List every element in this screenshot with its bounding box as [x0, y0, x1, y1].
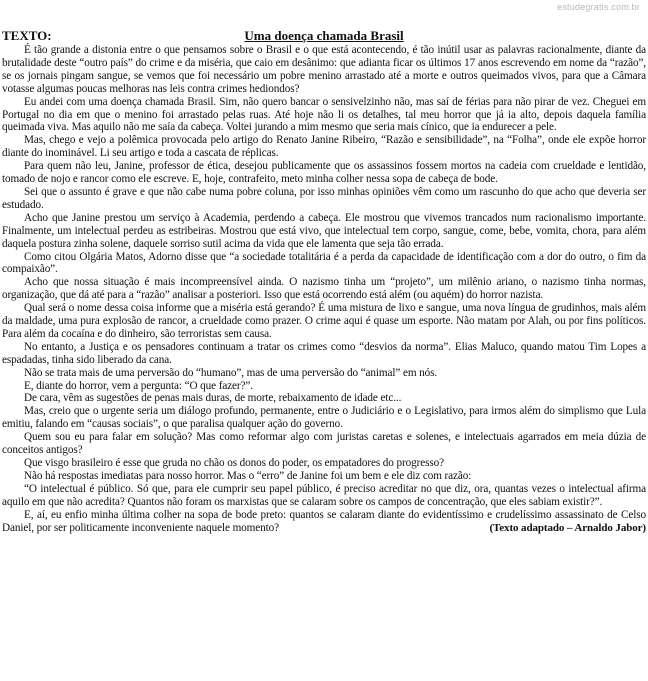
- paragraph: Quem sou eu para falar em solução? Mas como reformar algo com juristas caretas e solenes, e intelectuais agarrados em meia dúzia de conceitos antigos?: [2, 431, 646, 457]
- document-header: [2, 28, 646, 44]
- paragraph: Como citou Olgária Matos, Adorno disse que “a sociedade totalitária é a perda da capacidade de identificação com a dor do outro, o fim da compaixão”.: [2, 250, 646, 276]
- document-page: [2, 0, 646, 681]
- paragraph: De cara, vêm as sugestões de penas mais duras, de morte, rebaixamento de idade etc...: [24, 392, 402, 405]
- site-watermark: estudegratis.com.br: [557, 2, 640, 12]
- paragraph: Para quem não leu, Janine, professor de ética, desejou publicamente que os assassinos fossem mortos na cadeia com crueldade e lentidão, tomado de nojo e rancor como ele escreve. E, hoje, contrafeito, meto minha colher nessa sopa de cabeça de bode.: [2, 160, 646, 186]
- paragraph: É tão grande a distonia entre o que pensamos sobre o Brasil e o que está acontecendo, é tão inútil usar as palavras racionalmente, diante da brutalidade deste “outro país” do crime e da miséria, que caio em desânimo: que adianta ficar os últimos 17 anos escrevendo em nome da “razão”, se os jornais pingam sangue, se vemos que foi necessário um pobre menino arrastado até a morte e outros queimados vivos, para que a Câmara votasse algumas poucas melhoras nas leis contra crimes hediondos?: [2, 44, 646, 95]
- text-title: Uma doença chamada Brasil: [244, 28, 404, 43]
- paragraph: Acho que Janine prestou um serviço à Academia, perdendo a cabeça. Ele mostrou que vivemos trancados num racionalismo importante. Finalmente, um intelectual perdeu as estribeiras. Mostrou que está vivo, que intelectual tem corpo, sangue, come, bebe, vomita, chora, para além daquela postura zinha solene, daquele sorriso sutil acima da vida que ele lamenta que seja tão errada.: [2, 211, 646, 250]
- paragraph: Acho que nossa situação é mais incompreensível ainda. O nazismo tinha um “projeto”, um milênio ariano, o nazismo tinha normas, organização, que dá até para a “razão” analisar a posteriori. Isso que está ocorrendo está além (ou aquém) do horror nazista.: [2, 276, 646, 302]
- paragraph: Eu andei com uma doença chamada Brasil. Sim, não quero bancar o sensivelzinho não, mas saí de férias para não pirar de vez. Cheguei em Portugal no dia em que o menino foi arrastado pelas ruas. Até hoje não li os detalhes, tal meu horror que já ia alto, depois daquela família queimada viva. Mas aquilo não me saía da cabeça. Voltei jurando a mim mesmo que seria mais cínico, que ia endurecer a pele.: [2, 95, 646, 134]
- paragraph: E, diante do horror, vem a pergunta: “O que fazer?”.: [24, 379, 253, 392]
- text-body: [2, 44, 646, 534]
- paragraph: No entanto, a Justiça e os pensadores continuam a tratar os crimes como “desvios da norma”. Elias Maluco, quando matou Tim Lopes a espadadas, tinha sido liberado da cana.: [2, 340, 646, 366]
- paragraph: Não se trata mais de uma perversão do “humano”, mas de uma perversão do “animal” em nós.: [24, 366, 438, 379]
- final-paragraph-text: E, aí, eu enfio minha última colher na sopa de bode preto: quantos se calaram diante do evidentíssimo e crudelíssimo assassinato de Celso Daniel, por ser politicamente inconveniente naquele momento?: [2, 508, 646, 534]
- paragraph: Sei que o assunto é grave e que não cabe numa pobre coluna, por isso minhas opiniões vêm como um rascunho do que acho que deveria ser estudado.: [2, 185, 646, 211]
- paragraph: Mas, chego e vejo a polêmica provocada pelo artigo do Renato Janine Ribeiro, “Razão e sensibilidade”, na “Folha”, onde ele expõe horror diante do inominável. Li seu artigo e toda a cascata de réplicas.: [2, 134, 646, 160]
- paragraph: Mas, creio que o urgente seria um diálogo profundo, permanente, entre o Judiciário e o Legislativo, para irmos além do simplismo que Lula emitiu, falando em “causas sociais”, o que paralisa qualquer ação do governo.: [2, 405, 646, 431]
- paragraph: Qual será o nome dessa coisa informe que a miséria está gerando? É uma mistura de lixo e sangue, uma nova língua de grudinhos, mais além da maldade, uma pura explosão de rancor, a crueldade como prazer. O crime aqui é quase um esporte. Não matam por Alah, ou por fins políticos. Para além da cocaína e do dinheiro, são terroristas sem causa.: [2, 302, 646, 340]
- paragraph: Que visgo brasileiro é esse que gruda no chão os donos do poder, os empatadores do progresso?: [24, 457, 444, 469]
- paragraph: Não há respostas imediatas para nosso horror. Mas o “erro” de Janine foi um bem e ele diz com razão:: [24, 469, 472, 482]
- final-paragraph: [2, 509, 646, 535]
- source-attribution: (Texto adaptado – Arnaldo Jabor): [489, 521, 646, 534]
- paragraph: “O intelectual é público. Só que, para ele cumprir seu papel público, é preciso acreditar no que diz, ora, quantas vezes o intelectual afirma aquilo em que não acredita? Quantos não foram os marxistas que se calaram sobre os campos de concentração, que eles sabiam existir?”.: [2, 482, 646, 508]
- text-label: TEXTO:: [2, 28, 52, 43]
